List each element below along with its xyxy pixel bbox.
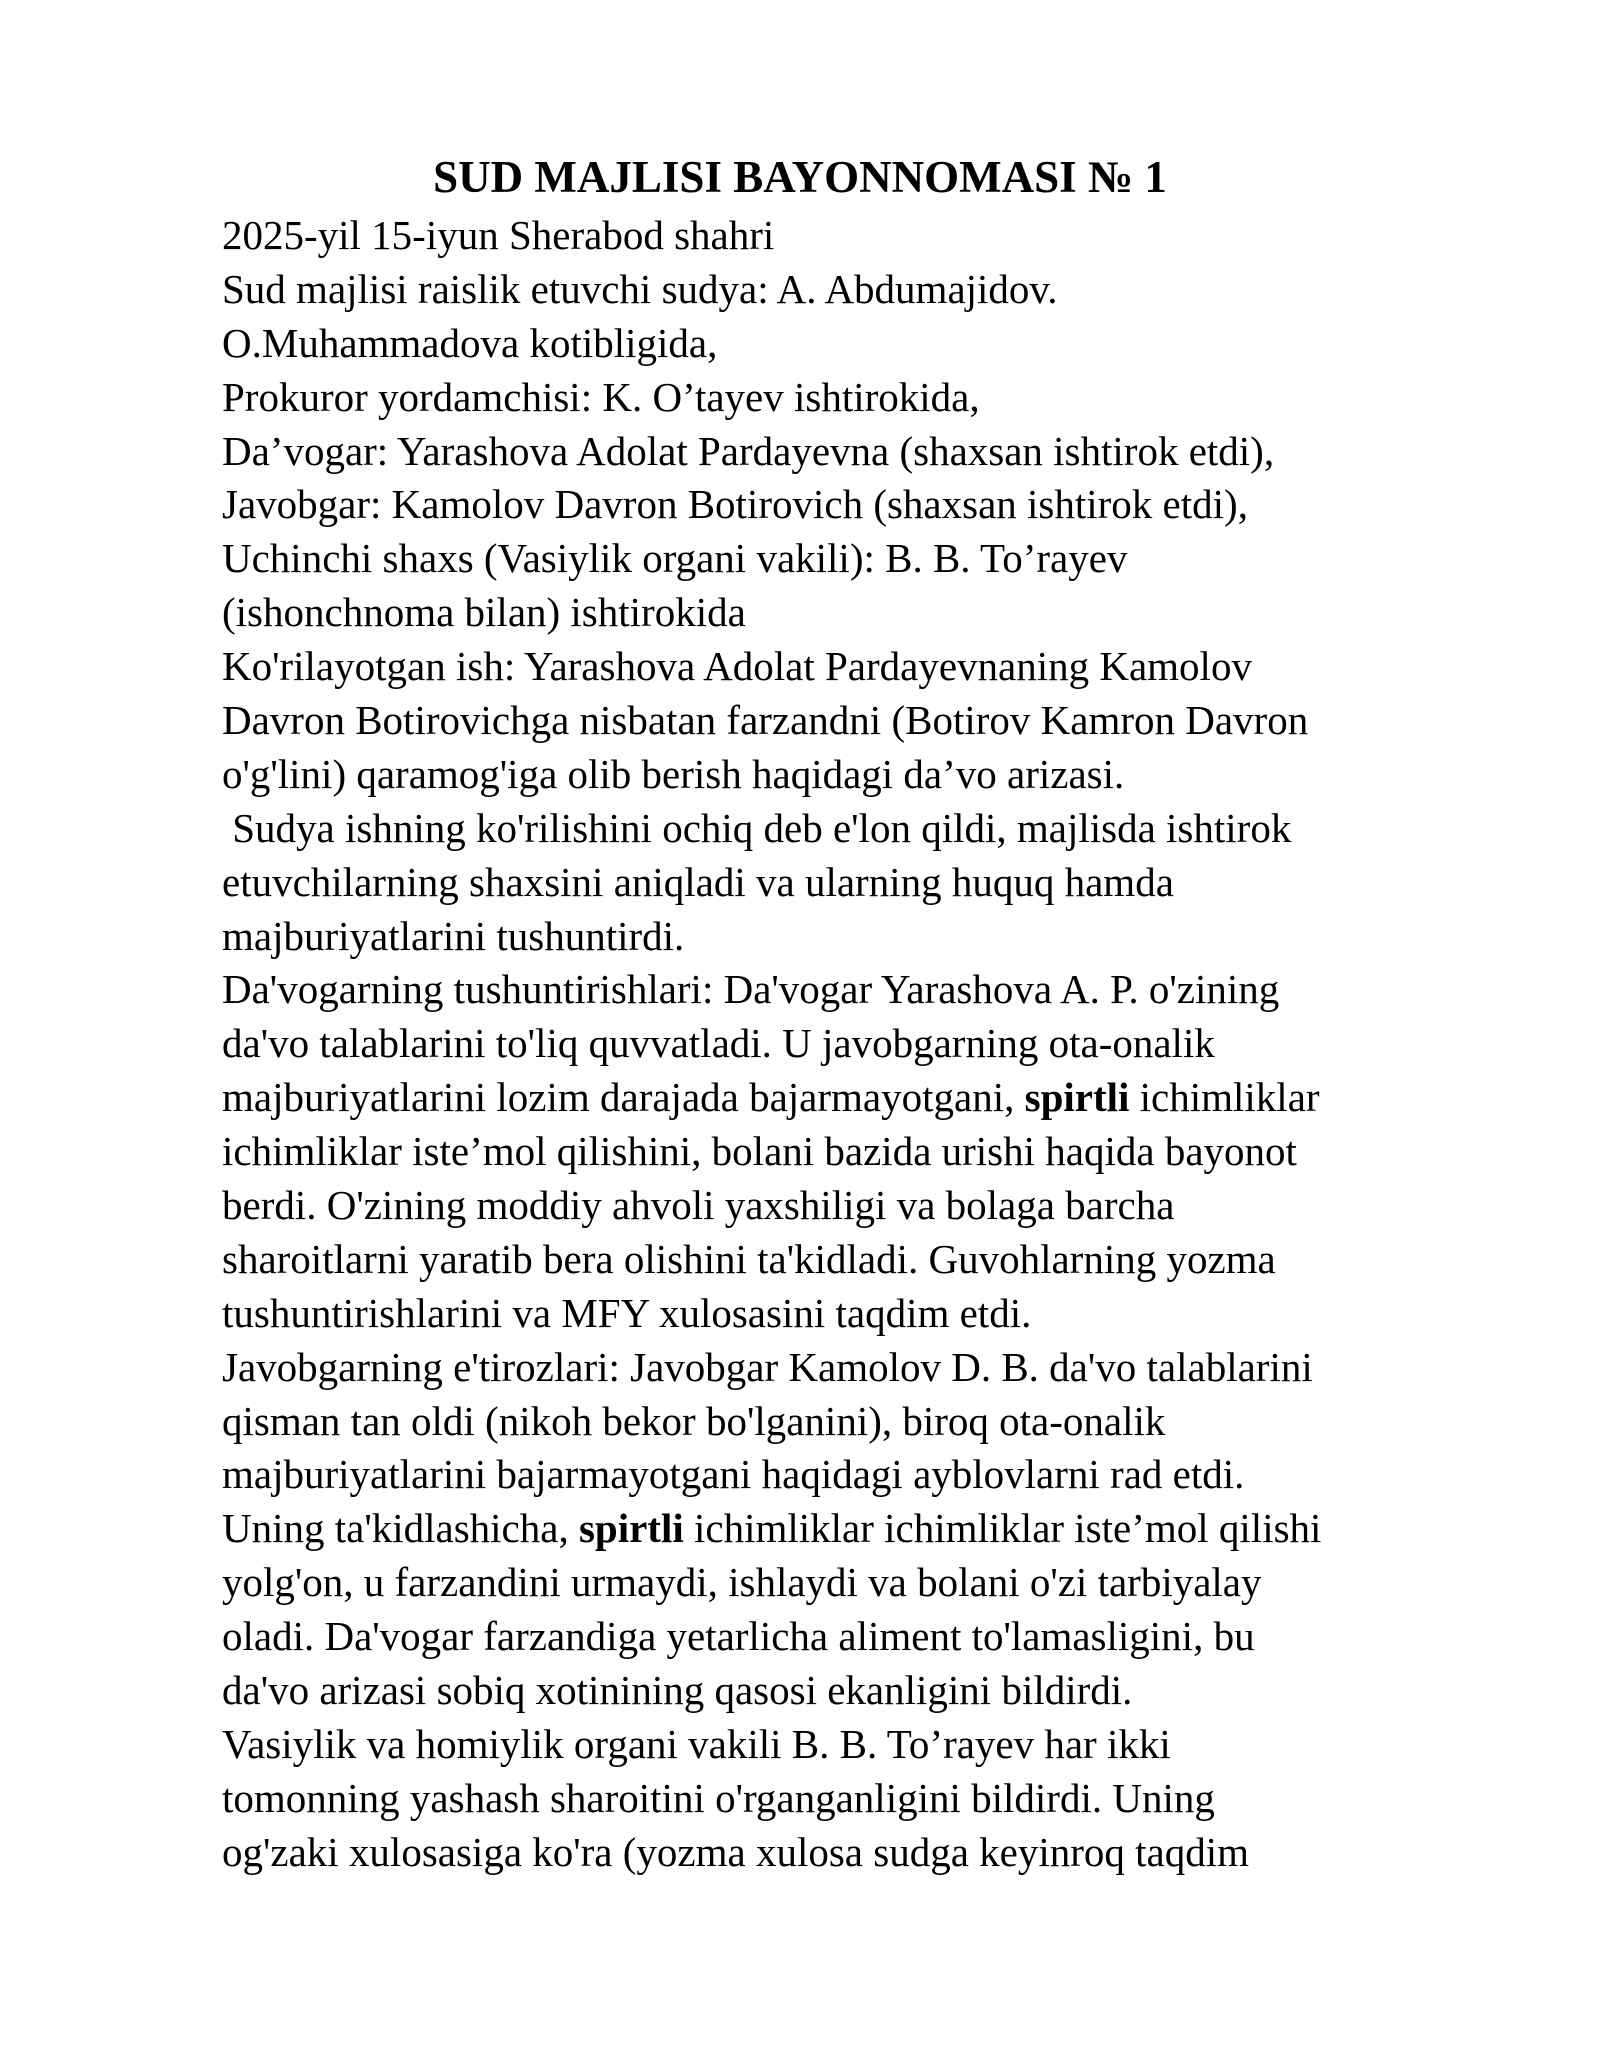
text-segment: majburiyatlarini lozim darajada bajarmayotgani, xyxy=(222,1074,1025,1121)
text-line: Da'vogarning tushuntirishlari: Da'vogar Yarashova A. P. o'zining xyxy=(222,966,1280,1013)
text-segment: ichimliklar ichimliklar iste’mol qilishi xyxy=(683,1505,1322,1552)
text-line: sharoitlarni yaratib bera olishini ta'kidladi. Guvohlarning yozma xyxy=(222,1235,1276,1282)
text-line xyxy=(222,1502,1522,1556)
text-line: Ko'rilayotgan ish: Yarashova Adolat Pardayevnaning Kamolov xyxy=(222,643,1252,690)
text-line: qisman tan oldi (nikoh bekor bo'lganini), biroq ota-onalik xyxy=(222,1397,1166,1444)
text-line: da'vo arizasi sobiq xotinining qasosi ekanligini bildirdi. xyxy=(222,1667,1133,1714)
text-line: Javobgar: Kamolov Davron Botirovich (shaxsan ishtirok etdi), xyxy=(222,481,1248,528)
text-line xyxy=(222,1071,1522,1125)
text-line: 2025-yil 15-iyun Sherabod shahri xyxy=(222,212,775,258)
text-line: majburiyatlarini tushuntirdi. xyxy=(222,912,685,959)
text-line: majburiyatlarini bajarmayotgani haqidagi ayblovlarni rad etdi. xyxy=(222,1451,1245,1498)
document-body xyxy=(222,209,1522,1880)
bold-text-segment: spirtli xyxy=(578,1505,684,1552)
text-line: Uchinchi shaxs (Vasiylik organi vakili): B. B. To’rayev xyxy=(222,535,1128,582)
text-line: og'zaki xulosasiga ko'ra (yozma xulosa sudga keyinroq taqdim xyxy=(222,1828,1250,1875)
text-line: ichimliklar iste’mol qilishini, bolani bazida urishi haqida bayonot xyxy=(222,1128,1297,1175)
text-line: Javobgarning e'tirozlari: Javobgar Kamolov D. B. da'vo talablarini xyxy=(222,1343,1313,1390)
text-line: Sud majlisi raislik etuvchi sudya: A. Abdumajidov. xyxy=(222,265,1058,312)
text-line: Da’vogar: Yarashova Adolat Pardayevna (shaxsan ishtirok etdi), xyxy=(222,427,1275,474)
text-line: etuvchilarning shaxsini aniqladi va ularning huquq hamda xyxy=(222,858,1174,905)
text-line: berdi. O'zining moddiy ahvoli yaxshiligi va bolaga barcha xyxy=(222,1182,1175,1229)
text-line: tomonning yashash sharoitini o'rganganligini bildirdi. Uning xyxy=(222,1774,1215,1821)
text-line: da'vo talablarini to'liq quvvatladi. U javobgarning ota-onalik xyxy=(222,1020,1215,1067)
text-line: O.Muhammadova kotibligida, xyxy=(222,319,718,366)
text-line: Sudya ishning ko'rilishini ochiq deb e'lon qildi, majlisda ishtirok xyxy=(222,804,1292,851)
text-line: (ishonchnoma bilan) ishtirokida xyxy=(222,589,746,636)
text-segment: ichimliklar xyxy=(1129,1074,1320,1121)
document-title: SUD MAJLISI BAYONNOMASI № 1 xyxy=(433,152,1167,202)
text-line: Prokuror yordamchisi: K. O’tayev ishtirokida, xyxy=(222,373,980,420)
text-line: oladi. Da'vogar farzandiga yetarlicha aliment to'lamasligini, bu xyxy=(222,1613,1255,1660)
text-line: o'g'lini) qaramog'iga olib berish haqidagi da’vo arizasi. xyxy=(222,750,1125,797)
text-line: tushuntirishlarini va MFY xulosasini taqdim etdi. xyxy=(222,1289,1032,1336)
bold-text-segment: spirtli xyxy=(1024,1074,1130,1121)
text-line: Vasiylik va homiylik organi vakili B. B. To’rayev har ikki xyxy=(222,1720,1171,1767)
text-line: yolg'on, u farzandini urmaydi, ishlaydi va bolani o'zi tarbiyalay xyxy=(222,1559,1262,1606)
text-line: Davron Botirovichga nisbatan farzandni (Botirov Kamron Davron xyxy=(222,697,1309,744)
text-segment: Uning ta'kidlashicha, xyxy=(222,1505,579,1552)
